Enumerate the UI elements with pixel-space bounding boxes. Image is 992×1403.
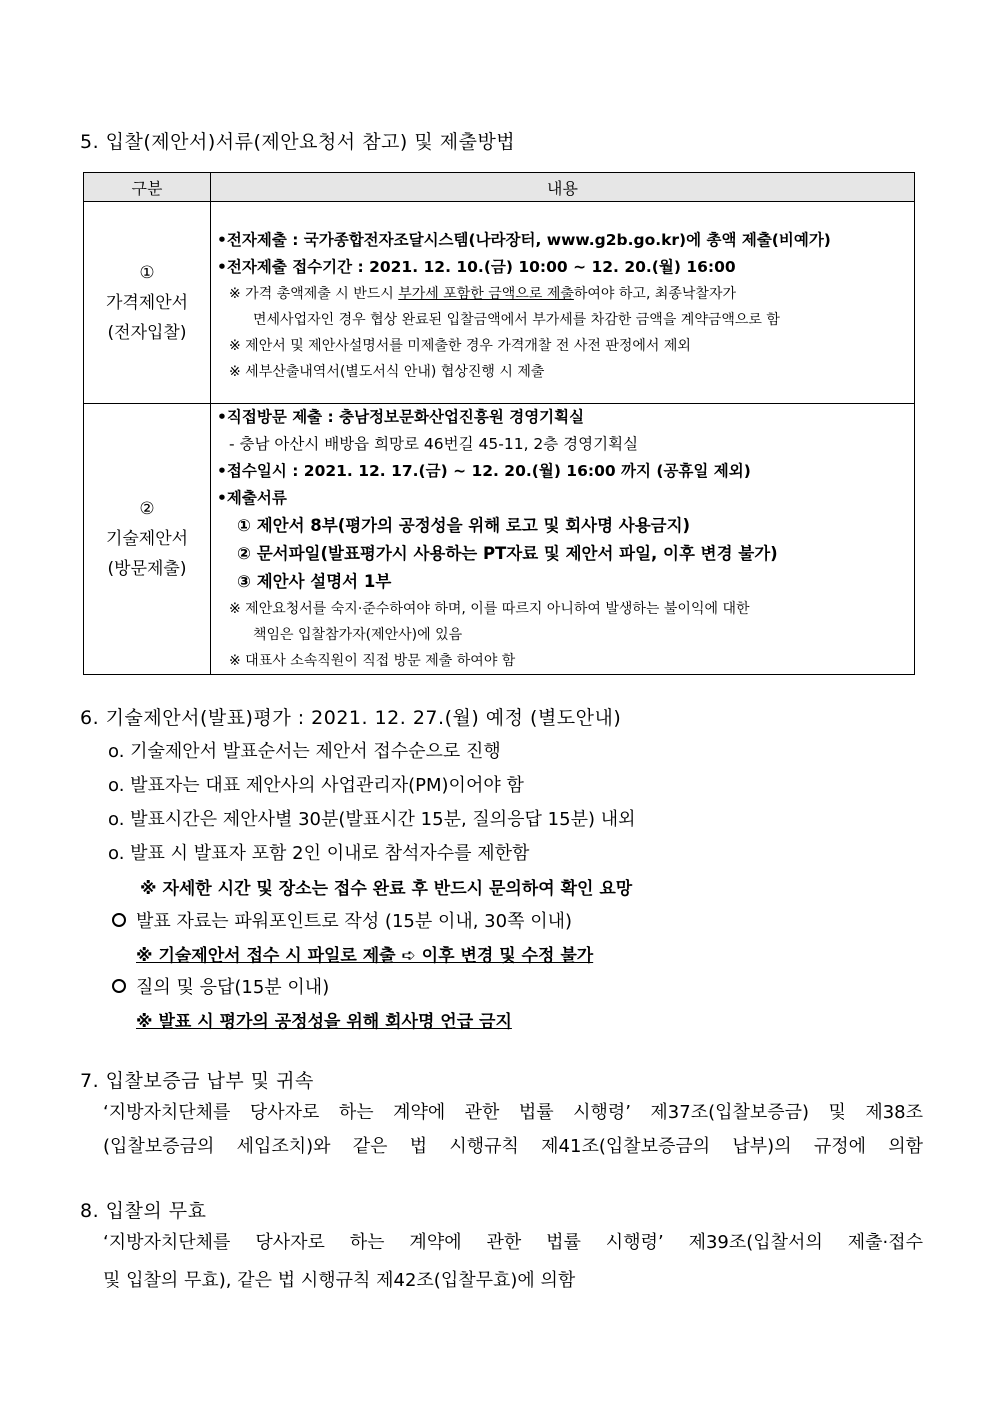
price-proposal-content [211,202,915,404]
content-line: •전자제출 접수기간 : 2021. 12. 10.(금) 10:00 ~ 12. 20.(월) 16:00 [217,257,736,276]
content-line: - 충남 아산시 배방읍 희망로 46번길 45-11, 2층 경영기획실 [229,435,639,453]
content-line: •접수일시 : 2021. 12. 17.(금) ~ 12. 20.(월) 16:00 까지 (공휴일 제외) [217,462,751,480]
list-item: o. 발표 시 발표자 포함 2인 이내로 참석자수를 제한함 [108,843,530,864]
circle-bullet-icon [112,979,126,993]
section-8-heading: 8. 입찰의 무효 [80,1200,207,1222]
note-line: ※ 발표 시 평가의 공정성을 위해 회사명 언급 금지 [136,1012,512,1032]
category-name: 기술제안서 [105,529,189,549]
note-line: 책임은 입찰참가자(제안사)에 있음 [253,627,463,643]
paragraph-line: ‘지방자치단체를 당사자로 하는 계약에 관한 법률 시행령’ 제37조(입찰보증금) 및 제38조 [103,1102,923,1123]
note-line: ※ 제안요청서를 숙지·준수하여야 하며, 이를 따르지 아니하여 발생하는 불이익에 대한 [229,601,750,617]
category-name: 가격제안서 [105,292,189,313]
header-content: 내용 [211,173,915,202]
category-number: ② [139,499,155,519]
paragraph-line: (입찰보증금의 세입조치)와 같은 법 시행규칙 제41조(입찰보증금의 납부)의 규정에 의함 [103,1136,923,1157]
note-line: ※ 자세한 시간 및 장소는 접수 완료 후 반드시 문의하여 확인 요망 [140,879,633,899]
note-line: ※ 기술제안서 접수 시 파일로 제출 ➪ 이후 변경 및 수정 불가 [136,946,594,966]
bullet-item [112,907,572,933]
tech-proposal-category [84,404,211,675]
bullet-item [112,973,329,999]
note-line [217,281,914,307]
document-item: ② 문서파일(발표평가시 사용하는 PT자료 및 제안서 파일, 이후 변경 불가) [237,544,778,563]
category-method: (전자입찰) [107,322,187,343]
document-item: ① 제안서 8부(평가의 공정성을 위해 로고 및 회사명 사용금지) [237,516,691,535]
section-6-heading: 6. 기술제안서(발표)평가 : 2021. 12. 27.(월) 예정 (별도안내) [80,707,622,729]
header-category: 구분 [84,173,211,202]
table-header-row [84,173,915,202]
document-item: ③ 제안사 설명서 1부 [237,572,392,591]
paragraph-line: ‘지방자치단체를 당사자로 하는 계약에 관한 법률 시행령’ 제39조(입찰서의 제출·접수 [103,1232,923,1253]
list-item: o. 기술제안서 발표순서는 제안서 접수순으로 진행 [108,741,501,762]
note-text: 하여야 하고, 최종낙찰자가 [573,285,736,302]
note-line: 면세사업자인 경우 협상 완료된 입찰금액에서 부가세를 차감한 금액을 계약금액으로 함 [253,311,780,328]
submission-table [83,172,915,675]
note-line: ※ 제안서 및 제안사설명서를 미제출한 경우 가격개찰 전 사전 판정에서 제외 [229,337,691,354]
bullet-text: 발표 자료는 파워포인트로 작성 (15분 이내, 30쪽 이내) [136,911,572,932]
note-line: ※ 세부산출내역서(별도서식 안내) 협상진행 시 제출 [229,363,545,380]
table-row-price-proposal [84,202,915,404]
note-text: ※ 가격 총액제출 시 반드시 [229,285,399,302]
content-line: •제출서류 [217,489,287,507]
circle-bullet-icon [112,913,126,927]
price-proposal-category [84,202,211,404]
tech-proposal-content [211,404,915,675]
category-number: ① [139,262,155,283]
note-underlined-text: 부가세 포함한 금액으로 제출 [398,285,574,302]
note-line: ※ 대표사 소속직원이 직접 방문 제출 하여야 함 [229,653,516,669]
content-line: •직접방문 제출 : 충남정보문화산업진흥원 경영기획실 [217,408,585,426]
table-row-tech-proposal [84,404,915,675]
list-item: o. 발표자는 대표 제안사의 사업관리자(PM)이어야 함 [108,775,524,796]
section-7-heading: 7. 입찰보증금 납부 및 귀속 [80,1070,314,1092]
section-5-heading: 5. 입찰(제안서)서류(제안요청서 참고) 및 제출방법 [80,131,516,153]
content-line: •전자제출 : 국가종합전자조달시스템(나라장터, www.g2b.go.kr)에 총액 제출(비예가) [217,230,831,249]
paragraph-line: 및 입찰의 무효), 같은 법 시행규칙 제42조(입찰무효)에 의함 [103,1270,576,1291]
category-method: (방문제출) [107,559,187,579]
bullet-text: 질의 및 응답(15분 이내) [136,977,330,998]
list-item: o. 발표시간은 제안사별 30분(발표시간 15분, 질의응답 15분) 내외 [108,809,636,830]
